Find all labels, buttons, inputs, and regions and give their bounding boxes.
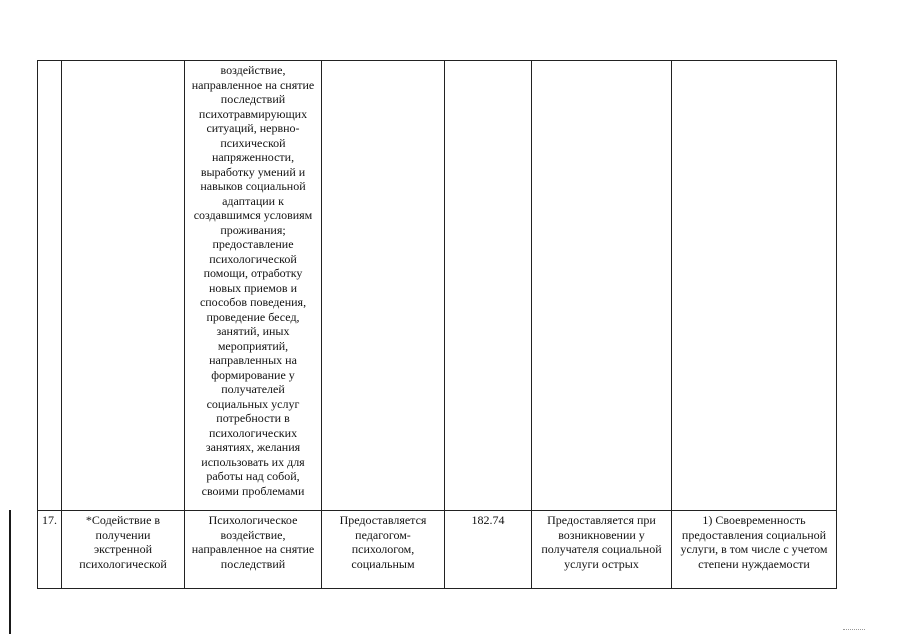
scan-edge-mark — [9, 510, 11, 634]
cell-description — [185, 61, 322, 511]
row-number: 17. — [38, 511, 62, 589]
service-name-text: *Содействие в получении экстренной психологической — [79, 513, 167, 571]
cell-tariff — [445, 61, 532, 511]
scan-artifact — [843, 629, 865, 634]
cell-provider — [322, 61, 445, 511]
services-table — [37, 60, 837, 589]
tariff-value: 182.74 — [471, 513, 505, 527]
cell-conditions — [532, 61, 672, 511]
cell-description — [185, 511, 322, 589]
cell-service-name — [62, 511, 185, 589]
cell-quality — [672, 61, 837, 511]
quality-text: 1) Своевременность предоставления социальной услуги, в том числе с учетом степени нуждаемости — [680, 513, 828, 571]
cell-service-name — [62, 61, 185, 511]
cell-tariff — [445, 511, 532, 589]
table-row-17 — [38, 511, 837, 589]
table-row-continuation — [38, 61, 837, 511]
provider-text: Предоставляется педагогом- психологом, социальным — [339, 513, 427, 571]
description-text: Психологическое воздействие, направленное на снятие последствий — [191, 513, 315, 571]
cell-number — [38, 61, 62, 511]
conditions-text: Предоставляется при возникновении у получателя социальной услуги острых — [541, 513, 662, 571]
cell-conditions — [532, 511, 672, 589]
cell-provider — [322, 511, 445, 589]
cell-quality — [672, 511, 837, 589]
description-text: воздействие, направленное на снятие последствий психотравмирующих ситуаций, нервно- психической напряженности, выработку умений и навыков социальной адаптации к создавшимся условиям проживания; предоставление психологической помощи, отработку новых приемов и способов поведения, проведение бесед, занятий, иных мероприятий, направленных на формирование у получателей социальных услуг потребности в психологических занятиях, желания использовать их для работы над собой, своими проблемами — [191, 63, 315, 498]
